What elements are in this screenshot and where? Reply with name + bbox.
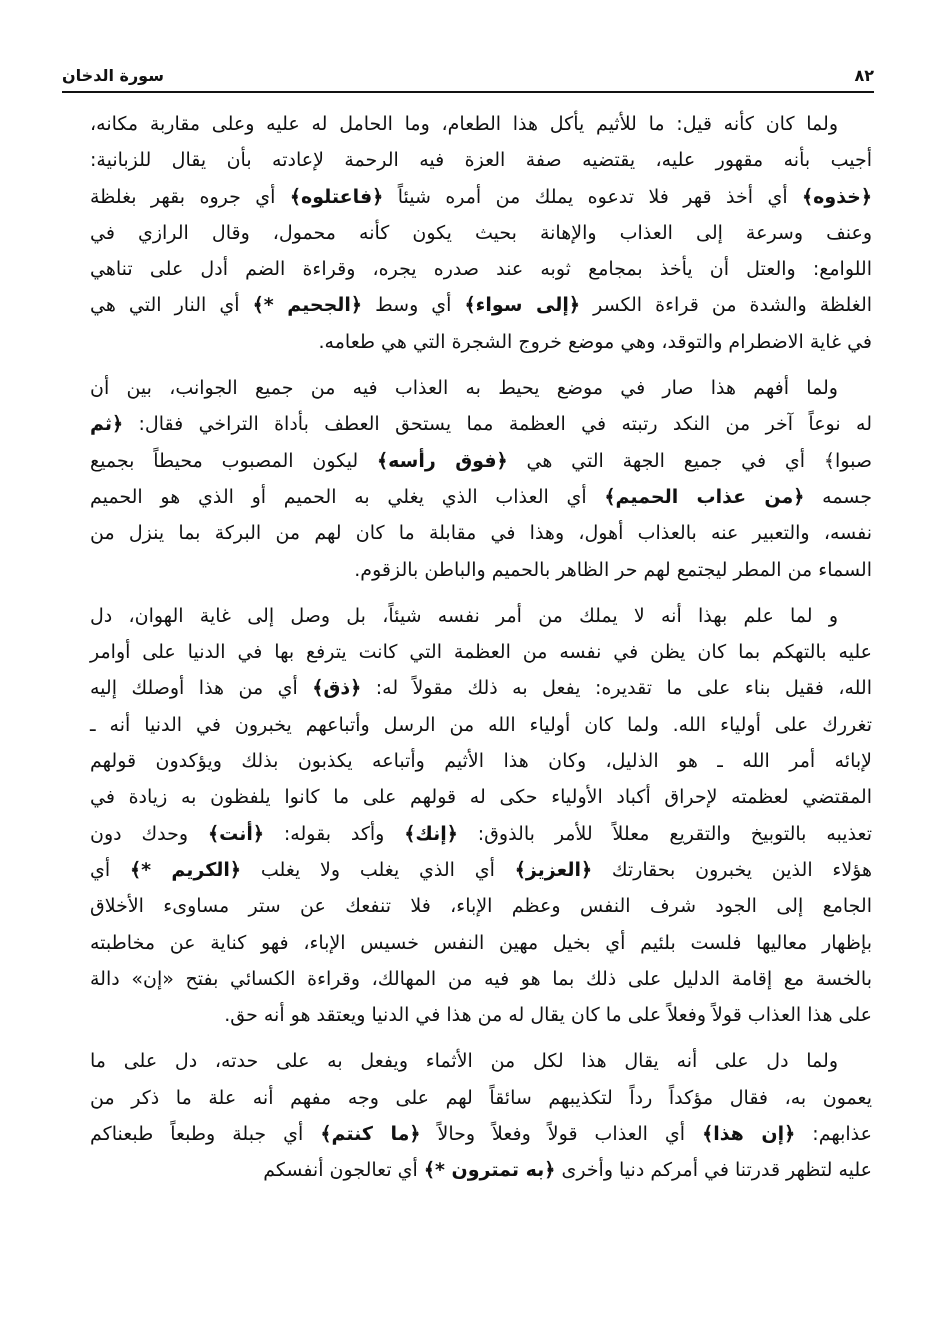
text-line: اللوامع: والعتل أن يأخذ بمجامع ثوبه عند صدره يجره، وقراءة الضم أدل على تناهي [90, 258, 872, 281]
quran-quote: ﴿ما كنتم﴾ [320, 1123, 421, 1146]
text-line: ولما دل على أنه يقال هذا لكل من الأثماء ويفعل به على حدته، دل على ما [90, 1050, 838, 1073]
text-line: المقتضي لعظمته لإحراق أكباد الأولياء حكى له قولهم على ما كانوا يلفظون به زيادة في [90, 786, 872, 809]
quran-quote: ﴿خذوه﴾ [802, 185, 872, 208]
running-title: سورة الدخان [62, 65, 164, 85]
text-line: له نوعاً آخر من النكد رتبته في العظمة مما يستحق العطف بأداة التراخي فقال: ﴿ثم [90, 413, 872, 436]
text-line: الغلظة والشدة من قراءة الكسر ﴿إلى سواء﴾ أي وسط ﴿الجحيم *﴾ أي النار التي هي [90, 294, 873, 317]
quran-quote: ﴿الكريم *﴾ [129, 858, 242, 881]
paragraph [90, 370, 872, 588]
quran-quote: ﴿إنك﴾ [404, 822, 458, 845]
text-line: و لما علم بهذا أنه لا يملك من أمر نفسه شيئاً، بل وصل إلى غاية الهوان، دل [90, 604, 838, 627]
text-line: الجامع إلى الجود شرف النفس وعظم الإباء، فلا تنفعك عن ستر مساوىء الأخلاق [90, 895, 872, 918]
quran-quote: ﴿فاعتلوه﴾ [289, 185, 384, 208]
page-header [62, 60, 874, 90]
quran-quote: ﴿إن هذا﴾ [702, 1123, 796, 1146]
text-line: على هذا العذاب قولاً وفعلاً على ما كان يقال له من هذا في الدنيا ويعتقد هو أنه حق. [224, 1004, 872, 1027]
text-line: ﴿خذوه﴾ أي أخذ قهر فلا تدعوه يملك من أمره شيئاً ﴿فاعتلوه﴾ أي جروه بقهر بغلظة [90, 185, 872, 208]
text-line: تعذيبه بالتوبيخ والتقريع معللاً للأمر بالذوق: ﴿إنك﴾ وأكد بقوله: ﴿أنت﴾ وحدك دون [90, 822, 872, 845]
text-line: ولما كان كأنه قيل: ما للأثيم يأكل هذا الطعام، وما الحامل له عليه وعلى مقاربة مكانه، [90, 113, 838, 135]
paragraph [90, 1043, 872, 1188]
text-line: عذابهم: ﴿إن هذا﴾ أي العذاب قولاً وفعلاً وحالاً ﴿ما كنتم﴾ أي جبلة وطبعاً طبعناكم [90, 1123, 872, 1146]
text-line: السماء من المطر ليجتمع لهم حر الظاهر بالحميم والباطن بالزقوم. [354, 558, 872, 581]
page-body [90, 106, 872, 1199]
quran-quote: ﴿فوق رأسه﴾ [377, 449, 508, 472]
quran-quote: ﴿العزيز﴾ [514, 858, 593, 881]
quran-quote: ﴿من عذاب الحميم﴾ [604, 485, 805, 508]
text-line: عليه بالتهكم بما كان يظن في نفسه من العظمة التي كانت يترفع بها في الدنيا على أوامر [90, 641, 872, 664]
text-line: أجيب بأنه مقهور عليه، يقتضيه صفة العزة فيه الرحمة لإعادته بأن يقال للزبانية: [90, 149, 872, 172]
text-line: تغررك على أولياء الله. ولما كان أولياء الله من الرسل وأتباعهم يخبرون في الدنيا أنه ـ [90, 713, 872, 736]
quran-quote: ﴿ذق﴾ [312, 677, 362, 700]
text-line: نفسه، والتعبير عنه بالعذاب أهول، وهذا في مقابلة ما كان لهم من البركة بما ينزل من [90, 522, 872, 545]
text-line: لإبائه أمر الله ـ هو الذليل، وكان هذا الأثيم وأتباعه يكذبون بذلك ويؤكدون قولهم [90, 750, 872, 773]
text-line: بإظهار معاليها فلست بلئيم أي بخيل مهين النفس خسيس الإباء، فهو كناية عن مخاطبته [90, 931, 872, 954]
text-line: في غاية الاضطرام والتوقد، وهي موضع خروج الشجرة التي هي طعامه. [318, 330, 872, 353]
quran-quote: ﴿الجحيم *﴾ [252, 294, 363, 317]
text-line: الله، فقيل بناء على ما تقديره: يفعل به ذلك مقولاً له: ﴿ذق﴾ أي من هذا أوصلك إليه [90, 677, 872, 700]
text-line: صبوا﴾ أي في جميع الجهة التي هي ﴿فوق رأسه﴾ ليكون المصبوب محيطاً بجميع [90, 449, 872, 472]
page-number: ٨٢ [854, 65, 874, 85]
text-line: عليه لتظهر قدرتنا في أمركم دنيا وأخرى ﴿به تمترون *﴾ أي تعالجون أنفسكم [263, 1159, 872, 1182]
text-line: بالخسة مع إقامة الدليل على ذلك بما هو فيه من المهالك، وقراءة الكسائي بفتح «إن» دالة [90, 967, 872, 990]
quran-quote: ﴿إلى سواء﴾ [464, 294, 581, 317]
quran-quote: ﴿أنت﴾ [207, 822, 264, 845]
text-line: وعنف وسرعة إلى العذاب والإهانة بحيث يكون كأنه محمول، وقال الرازي في [90, 221, 872, 244]
text-line: جسمه ﴿من عذاب الحميم﴾ أي العذاب الذي يغلي به الحميم أو الذي هو الحميم [90, 485, 873, 508]
quran-quote: ﴿به تمترون *﴾ [423, 1159, 556, 1182]
paragraph [90, 598, 872, 1034]
quran-quote: ﴿ثم [90, 413, 124, 436]
text-line: هؤلاء الذين يخبرون بحقارتك ﴿العزيز﴾ أي الذي يغلب ولا يغلب ﴿الكريم *﴾ أي [90, 858, 872, 881]
header-rule [62, 91, 874, 93]
text-line: يعمون به، فقال مؤكداً رداً لتكذيبهم سائقاً لهم على وجه مفهم أنه علة ما ذكر من [90, 1086, 872, 1109]
paragraph [90, 106, 872, 360]
text-line: ولما أفهم هذا صار في موضع يحيط به العذاب فيه من جميع الجوانب، بين أن [90, 377, 838, 400]
